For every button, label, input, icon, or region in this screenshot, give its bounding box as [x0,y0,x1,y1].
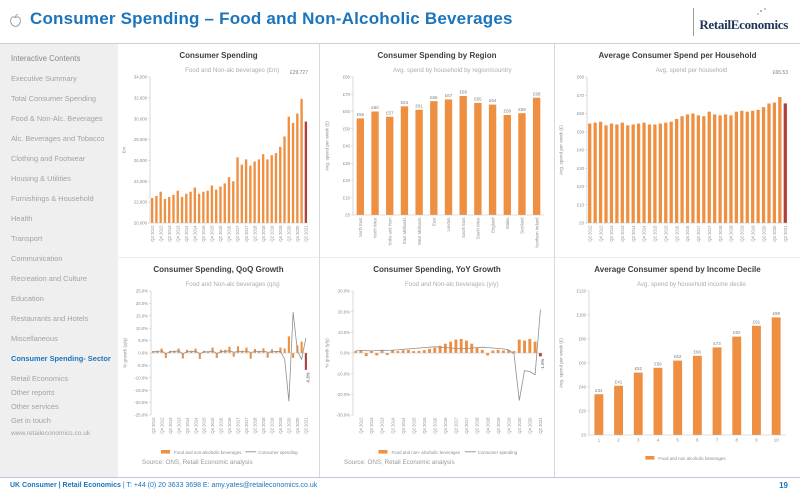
svg-text:Consumer spending: Consumer spending [257,450,298,455]
svg-text:Q2 2019: Q2 2019 [495,417,501,434]
svg-text:Northern Ireland: Northern Ireland [533,217,539,248]
svg-text:Q4 2017: Q4 2017 [243,225,249,242]
svg-text:Q4 2013: Q4 2013 [175,417,181,434]
chart-yoy-growth [320,275,554,457]
sidebar-heading: Interactive Contents [11,54,81,63]
svg-text:£73: £73 [713,341,721,346]
chart-title: Average Consumer spend by Income Decile [594,265,761,274]
svg-text:South West: South West [475,217,481,240]
svg-text:Q4 2016: Q4 2016 [226,417,232,434]
svg-text:£62: £62 [673,354,682,360]
svg-text:Q2 2015: Q2 2015 [410,417,416,434]
svg-text:£0: £0 [579,220,584,226]
svg-text:England: England [489,217,495,233]
header [0,0,800,44]
svg-text:Wales: Wales [504,217,510,229]
svg-text:Q4 2020: Q4 2020 [294,417,300,434]
chart-qoq-growth [118,275,319,457]
svg-text:£60: £60 [370,105,379,111]
svg-text:Q2 2014: Q2 2014 [184,417,190,434]
svg-text:Q4 2014: Q4 2014 [641,225,647,242]
footer [0,477,800,496]
svg-text:Q4 2019: Q4 2019 [505,417,511,434]
svg-text:Q4 2017: Q4 2017 [706,225,712,242]
svg-text:30.0%: 30.0% [337,288,350,294]
sidebar-item-furnishings-household[interactable]: Furnishings & Household [11,194,94,203]
svg-text:Q4 2020: Q4 2020 [527,417,532,434]
charts-grid [118,44,800,478]
svg-text:Q4 2014: Q4 2014 [192,225,197,242]
svg-text:Q4 2016: Q4 2016 [442,417,448,434]
svg-text:£66: £66 [693,349,702,355]
svg-text:£50: £50 [342,126,350,132]
svg-text:£60: £60 [578,360,586,366]
sidebar-item-health[interactable]: Health [11,214,33,223]
svg-text:Q2 2016: Q2 2016 [432,417,437,434]
panel-consumer-spending [118,44,320,258]
sidebar-item-food-non-alc-beverages[interactable]: Food & Non-Alc. Beverages [11,114,103,123]
svg-text:-20.0%: -20.0% [335,391,350,397]
svg-text:20.0%: 20.0% [337,309,350,315]
svg-text:Q2 2015: Q2 2015 [652,225,658,242]
chart-title: Consumer Spending, YoY Growth [373,265,501,274]
svg-text:£80: £80 [578,336,586,342]
svg-text:0.0%: 0.0% [137,350,148,356]
svg-text:8: 8 [735,437,739,443]
panel-spend-by-income-decile [555,258,800,478]
svg-text:Q2 2019: Q2 2019 [268,225,274,242]
svg-text:% growth (y/y): % growth (y/y) [324,338,329,368]
svg-text:Q2 2021: Q2 2021 [303,225,309,242]
svg-text:-10.0%: -10.0% [335,371,350,377]
svg-text:Q2 2018: Q2 2018 [252,417,258,434]
svg-text:Q4 2012: Q4 2012 [358,417,364,434]
svg-text:£91: £91 [752,319,761,325]
footer-report-name: UK Consumer | Retail Economics [10,482,121,489]
svg-text:Q2 2020: Q2 2020 [286,225,291,242]
svg-text:-20.0%: -20.0% [133,400,148,406]
svg-text:£0: £0 [581,432,586,438]
svg-text:Q2 2017: Q2 2017 [696,225,702,242]
svg-text:Q2 2017: Q2 2017 [453,417,459,434]
svg-text:£70: £70 [342,91,350,97]
svg-text:£20: £20 [576,184,584,190]
svg-text:£20: £20 [578,408,586,414]
svg-text:Q2 2012: Q2 2012 [150,417,156,434]
svg-text:Q2 2020: Q2 2020 [286,417,292,434]
svg-text:£60: £60 [576,111,584,117]
svg-text:£57: £57 [385,110,393,116]
svg-text:Q2 2020: Q2 2020 [516,417,522,434]
svg-text:£30: £30 [342,160,350,166]
svg-text:£65: £65 [473,96,482,102]
svg-text:28,000: 28,000 [133,137,147,143]
svg-text:Avg. spend per week (£): Avg. spend per week (£) [558,125,564,175]
svg-text:£80: £80 [342,74,350,80]
svg-text:£61: £61 [414,103,423,109]
svg-text:Q2 2013: Q2 2013 [166,225,172,242]
sidebar-item-transport[interactable]: Transport [11,234,43,243]
svg-text:0.0%: 0.0% [339,350,350,356]
svg-text:£64: £64 [488,98,496,104]
svg-text:-10.0%: -10.0% [133,375,148,381]
chart-title: Consumer Spending [179,51,258,60]
svg-text:Q4 2013: Q4 2013 [379,417,385,434]
sidebar-item-housing-utilities[interactable]: Housing & Utilities [11,174,71,183]
svg-text:Q2 2019: Q2 2019 [739,225,745,242]
sidebar-item-recreation-culture[interactable]: Recreation and Culture [11,274,88,283]
source-note: Source: ONS, Retail Economic analysis [142,459,253,466]
svg-text:34,000: 34,000 [133,74,147,80]
svg-text:20.0%: 20.0% [135,301,148,306]
svg-text:North East: North East [357,217,363,238]
svg-text:£34: £34 [595,387,603,393]
svg-text:Q2 2021: Q2 2021 [303,417,309,434]
svg-text:Q4 2015: Q4 2015 [421,417,427,434]
footer-contact-details: | T: +44 (0) 20 3633 3698 E: amy.yates@retaileconomics.co.uk [120,482,318,489]
svg-text:North West: North West [372,217,378,239]
svg-text:Q2 2016: Q2 2016 [674,225,680,242]
svg-text:London: London [445,217,451,232]
svg-text:Food and non-alcoholic beverag: Food and non-alcoholic beverages [173,450,241,455]
svg-text:£m: £m [121,146,126,154]
svg-text:Q4 2018: Q4 2018 [484,417,490,434]
svg-text:30,000: 30,000 [133,116,147,122]
sidebar-item-get-in-touch[interactable]: Get in touch [11,416,51,425]
svg-text:South East: South East [460,217,466,238]
svg-text:£20: £20 [342,178,350,184]
svg-text:Q4 2017: Q4 2017 [463,417,469,434]
svg-text:£120: £120 [576,288,586,294]
svg-text:£29,727: £29,727 [289,70,308,76]
svg-text:Q2 2015: Q2 2015 [200,225,206,242]
svg-text:% growth (q/q): % growth (q/q) [122,338,127,368]
svg-text:Q4 2020: Q4 2020 [294,225,300,242]
svg-text:Q4 2014: Q4 2014 [192,417,198,434]
svg-text:3: 3 [637,437,640,443]
svg-text:Q2 2013: Q2 2013 [167,417,173,434]
chart-spend-by-income-decile [555,275,800,463]
svg-text:10: 10 [773,437,779,443]
svg-text:Q2 2016: Q2 2016 [218,417,224,434]
svg-text:25.0%: 25.0% [135,288,148,294]
svg-text:Q2 2018: Q2 2018 [717,225,723,242]
svg-text:Q2 2019: Q2 2019 [269,417,275,434]
svg-text:Q4 2012: Q4 2012 [158,417,164,434]
svg-text:£40: £40 [576,147,584,153]
svg-text:Q4 2015: Q4 2015 [663,225,669,242]
svg-text:Q4 2019: Q4 2019 [750,225,756,242]
svg-text:Avg. spend per household: Avg. spend per household [655,67,728,74]
page-number: 19 [779,481,788,490]
svg-text:Q2 2012: Q2 2012 [149,225,155,242]
svg-text:Q4 2012: Q4 2012 [598,225,604,242]
sidebar [0,44,118,478]
svg-text:Q2 2017: Q2 2017 [235,417,241,434]
svg-text:Q4 2019: Q4 2019 [277,417,283,434]
chart-spending-by-region [320,61,554,253]
svg-text:£69: £69 [458,89,467,95]
svg-text:£52: £52 [634,366,643,372]
svg-text:-30.0%: -30.0% [335,412,350,418]
sidebar-item-other-reports[interactable]: Other reports [11,388,55,397]
svg-text:Avg. spend per week (£): Avg. spend per week (£) [324,121,329,171]
chart-avg-spend-per-household [555,61,800,253]
svg-text:Q4 2020: Q4 2020 [772,225,778,242]
svg-text:-15.0%: -15.0% [133,387,148,393]
svg-text:7: 7 [715,437,719,443]
svg-text:£10: £10 [342,195,350,201]
svg-text:Q2 2014: Q2 2014 [183,225,189,242]
svg-text:-25.0%: -25.0% [133,412,148,418]
svg-text:£68: £68 [532,91,540,97]
svg-text:Q4 2012: Q4 2012 [157,225,163,242]
svg-text:2: 2 [617,437,620,443]
sidebar-item-communication[interactable]: Communication [11,254,63,263]
svg-text:4: 4 [656,437,660,443]
svg-text:9: 9 [755,437,758,443]
sidebar-item-consumer-spending-sector[interactable]: Consumer Spending- Sector [11,354,111,363]
svg-text:£100: £100 [576,312,586,318]
chart-title: Average Consumer Spend per Household [598,51,757,60]
svg-text:Avg. spend by household income: Avg. spend by household income decile [636,281,746,288]
svg-text:5.0%: 5.0% [137,338,148,344]
page-title: Consumer Spending – Food and Non-Alcoholic Beverages [30,9,513,28]
sidebar-item-other-services[interactable]: Other services [11,402,59,411]
svg-text:Q2 2013: Q2 2013 [609,225,615,242]
svg-text:10.0%: 10.0% [337,329,350,335]
svg-text:Food and non- alcoholic bevera: Food and non- alcoholic beverages [391,450,460,455]
svg-text:£40: £40 [342,143,350,149]
svg-text:Q2 2018: Q2 2018 [251,225,257,242]
svg-text:Avg. spend by household by reg: Avg. spend by household by region/country [392,67,512,74]
svg-text:£66: £66 [429,94,438,100]
svg-text:Food and Non-alc beverages (q/: Food and Non-alc beverages (q/q) [184,281,280,288]
svg-text:£80: £80 [576,74,584,80]
svg-text:East: East [431,217,436,226]
retail-economics-logo [693,8,790,36]
svg-text:Food and non alcoholic beverag: Food and non alcoholic beverages [658,456,726,461]
svg-text:Q2 2014: Q2 2014 [630,225,636,242]
svg-text:-5.0%: -5.0% [136,363,148,368]
svg-text:Q2 2020: Q2 2020 [761,225,767,242]
svg-text:10.0%: 10.0% [135,325,148,331]
svg-text:£0: £0 [344,212,350,218]
svg-text:Q2 2017: Q2 2017 [234,225,240,242]
svg-text:£10: £10 [576,202,584,208]
svg-text:Consumer spending: Consumer spending [477,450,517,455]
svg-text:£56: £56 [356,112,364,117]
svg-text:1: 1 [597,437,601,443]
svg-text:32,000: 32,000 [133,95,147,101]
sidebar-item-clothing-footwear[interactable]: Clothing and Footwear [11,154,86,163]
svg-text:Q4 2013: Q4 2013 [175,225,180,242]
svg-text:£65.53: £65.53 [772,70,788,76]
svg-text:Q2 2014: Q2 2014 [389,417,395,434]
svg-text:£59: £59 [517,106,526,112]
svg-text:£60: £60 [342,109,350,115]
svg-text:£40: £40 [578,384,586,390]
svg-text:24,000: 24,000 [133,178,147,184]
svg-text:£82: £82 [733,330,741,336]
svg-text:£58: £58 [503,108,511,114]
sidebar-item-website-link[interactable]: www.retaileconomics.co.uk [11,430,91,437]
sidebar-item-total-consumer-spending[interactable]: Total Consumer Spending [11,94,97,103]
svg-text:East Midlands: East Midlands [401,217,407,244]
svg-text:£70: £70 [576,92,584,98]
svg-text:Q4 2016: Q4 2016 [685,225,691,242]
svg-text:Q4 2018: Q4 2018 [728,225,734,242]
svg-text:Scotland: Scotland [519,217,525,234]
svg-text:6: 6 [696,437,699,443]
svg-text:Q4 2019: Q4 2019 [277,225,283,242]
svg-text:Q4 2018: Q4 2018 [260,225,266,242]
svg-text:Q2 2018: Q2 2018 [474,417,480,434]
apple-icon [8,13,23,34]
svg-text:Food and Non-alc beverages (£m: Food and Non-alc beverages (£m) [184,67,279,74]
svg-text:Q2 2021: Q2 2021 [783,225,788,242]
svg-text:Q2 2015: Q2 2015 [201,417,207,434]
svg-text:Q2 2016: Q2 2016 [217,225,223,242]
svg-text:£30: £30 [576,165,584,171]
svg-text:Yorks and Hum: Yorks and Hum [386,217,392,246]
svg-text:20,000: 20,000 [133,220,147,226]
sidebar-item-miscellaneous[interactable]: Miscellaneous [11,334,58,343]
svg-text:22,000: 22,000 [133,199,147,205]
svg-text:-1.6%: -1.6% [539,358,545,370]
panel-qoq-growth [118,258,320,478]
svg-text:£41: £41 [614,379,623,385]
svg-text:£63: £63 [400,99,408,105]
logo-dots-decoration [760,10,762,12]
chart-title: Consumer Spending, QoQ Growth [153,265,284,274]
svg-text:£50: £50 [576,129,584,135]
sidebar-item-alc-beverages-tobacco[interactable]: Alc. Beverages and Tobacco [11,134,105,143]
sidebar-item-executive-summary[interactable]: Executive Summary [11,74,77,83]
svg-text:Q4 2014: Q4 2014 [400,417,406,434]
svg-text:Q4 2013: Q4 2013 [620,225,625,242]
svg-text:Q4 2018: Q4 2018 [260,417,266,434]
panel-spending-by-region [320,44,555,258]
panel-avg-spend-per-household [555,44,800,258]
svg-text:£98: £98 [772,311,780,316]
svg-text:Avg. spend per week (£): Avg. spend per week (£) [558,338,564,388]
source-note: Source: ONS, Retail Economic analysis [344,459,455,466]
svg-text:Q2 2012: Q2 2012 [587,225,593,242]
footer-contact [10,482,317,489]
svg-text:Q4 2015: Q4 2015 [209,417,215,434]
logo-text: RetailEconomics [699,17,788,32]
svg-text:£67: £67 [444,93,452,98]
svg-text:Q4 2015: Q4 2015 [209,225,215,242]
svg-text:15.0%: 15.0% [135,313,148,319]
sidebar-item-education[interactable]: Education [11,294,44,303]
svg-text:Q4 2017: Q4 2017 [243,417,249,434]
svg-text:5: 5 [676,437,679,443]
sidebar-item-retail-economics[interactable]: Retail Economics [11,374,69,383]
svg-text:Q4 2016: Q4 2016 [226,225,232,242]
svg-text:26,000: 26,000 [133,158,147,163]
chart-title: Consumer Spending by Region [377,51,497,60]
svg-text:Q2 2021: Q2 2021 [537,417,543,434]
svg-text:Q2 2013: Q2 2013 [368,417,374,434]
svg-text:Food and Non-alc beverages (y/: Food and Non-alc beverages (y/y) [404,281,499,288]
svg-text:-6.8%: -6.8% [305,372,311,384]
svg-text:£56: £56 [654,361,662,367]
svg-text:West Midlands: West Midlands [416,217,422,245]
panel-yoy-growth [320,258,555,478]
sidebar-item-restaurants-hotels[interactable]: Restaurants and Hotels [11,314,89,323]
chart-consumer-spending [118,61,319,253]
